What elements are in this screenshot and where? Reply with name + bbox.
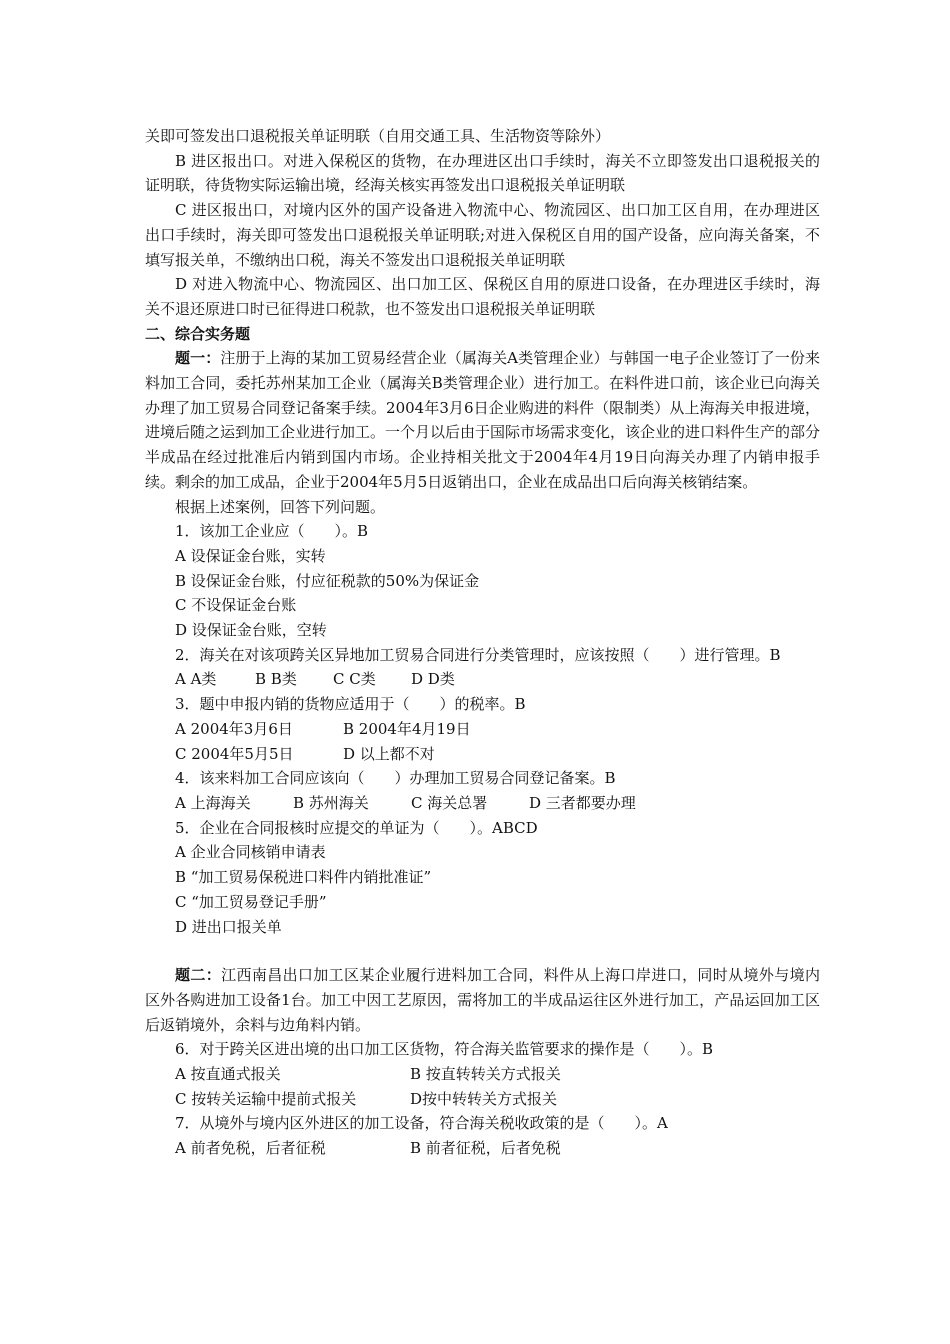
q2-option-b: B B类 xyxy=(255,670,297,689)
q6-options-row2 xyxy=(145,1087,820,1112)
q3-options-row2 xyxy=(145,742,820,767)
option-c-paragraph: C 进区报出口，对境内区外的国产设备进入物流中心、物流园区、出口加工区自用，在办理进区出口手续时，海关即可签发出口退税报关单证明联;对进入保税区自用的国产设备，应向海关备案，不填写报关单，不缴纳出口税，海关不签发出口退税报关单证明联 xyxy=(145,201,820,269)
q5-option-d: D 进出口报关单 xyxy=(175,917,282,936)
q4-stem: 4．该来料加工合同应该向（ ）办理加工贸易合同登记备案。B xyxy=(175,769,616,788)
q1-option-a: A 设保证金台账，实转 xyxy=(175,546,326,565)
q6-options-row1 xyxy=(145,1062,820,1087)
q1-option-b: B 设保证金台账，付应征税款的50%为保证金 xyxy=(175,571,480,590)
q2-stem: 2．海关在对该项跨关区异地加工贸易合同进行分类管理时，应该按照（ ）进行管理。B xyxy=(175,645,781,664)
q6-option-d: D按中转转关方式报关 xyxy=(410,1089,558,1108)
option-d-paragraph: D 对进入物流中心、物流园区、出口加工区、保税区自用的原进口设备，在办理进区手续时，海关不退还原进口时已征得进口税款，也不签发出口退税报关单证明联 xyxy=(145,275,820,318)
case1-prompt: 根据上述案例，回答下列问题。 xyxy=(175,497,386,516)
q7-options xyxy=(145,1136,820,1161)
q3-option-c: C 2004年5月5日 xyxy=(175,744,294,763)
q5-option-c: C “加工贸易登记手册” xyxy=(175,892,327,911)
q4-option-a: A 上海海关 xyxy=(175,793,251,812)
q1-option-c: C 不设保证金台账 xyxy=(175,596,297,615)
q5-option-a: A 企业合同核销申请表 xyxy=(175,843,326,862)
q3-option-a: A 2004年3月6日 xyxy=(175,719,293,738)
case2-text: 江西南昌出口加工区某企业履行进料加工合同，料件从上海口岸进口，同时从境外与境内区外各购进加工设备1台。加工中因工艺原因，需将加工的半成品运往区外进行加工，产品运回加工区后返销境外，余料与边角料内销。 xyxy=(145,966,820,1034)
q7-option-a: A 前者免税，后者征税 xyxy=(175,1139,326,1158)
option-b-paragraph: B 进区报出口。对进入保税区的货物，在办理进区出口手续时，海关不立即签发出口退税报关的证明联，待货物实际运输出境，经海关核实再签发出口退税报关单证明联 xyxy=(145,151,820,195)
case2-paragraph xyxy=(145,963,820,1037)
q4-option-c: C 海关总署 xyxy=(411,793,488,812)
q4-options xyxy=(145,791,820,816)
q2-option-a: A A类 xyxy=(175,670,217,689)
q2-option-c: C C类 xyxy=(333,670,376,689)
paragraph-continuation: 关即可签发出口退税报关单证明联（自用交通工具、生活物资等除外） xyxy=(145,127,611,145)
q4-option-b: B 苏州海关 xyxy=(293,793,369,812)
q1-stem: 1．该加工企业应（ ）。B xyxy=(175,522,369,541)
q6-option-a: A 按直通式报关 xyxy=(175,1065,281,1084)
q6-option-c: C 按转关运输中提前式报关 xyxy=(175,1089,357,1108)
q2-options xyxy=(145,667,820,692)
case1-paragraph xyxy=(145,346,820,494)
q3-option-d: D 以上都不对 xyxy=(343,744,435,763)
q2-option-d: D D类 xyxy=(411,670,455,689)
q6-stem: 6．对于跨关区进出境的出口加工区货物，符合海关监管要求的操作是（ ）。B xyxy=(175,1040,714,1059)
q1-option-d: D 设保证金台账，空转 xyxy=(175,621,327,640)
q6-option-b: B 按直转转关方式报关 xyxy=(410,1065,561,1084)
q3-options-row1 xyxy=(145,717,820,742)
case1-text: 注册于上海的某加工贸易经营企业（属海关A类管理企业）与韩国一电子企业签订了一份来料加工合同，委托苏州某加工企业（属海关B类管理企业）进行加工。在料件进口前，该企业已向海关办理了加工贸易合同登记备案手续。2004年3月6日企业购进的料件（限制类）从上海海关申报进境，进境后随之运到加工企业进行加工。一个月以后由于国际市场需求变化，该企业的进口料件生产的部分半成品在经过批准后内销到国内市场。企业持相关批文于2004年4月19日向海关办理了内销申报手续。剩余的加工成品，企业于2004年5月5日返销出口，企业在成品出口后向海关核销结案。 xyxy=(145,349,821,491)
case1-label: 题一： xyxy=(175,349,221,368)
q4-option-d: D 三者都要办理 xyxy=(529,793,636,812)
q3-stem: 3．题中申报内销的货物应适用于（ ）的税率。B xyxy=(175,695,526,714)
q7-stem: 7．从境外与境内区外进区的加工设备，符合海关税收政策的是（ ）。A xyxy=(175,1114,668,1133)
q5-stem: 5．企业在合同报核时应提交的单证为（ ）。ABCD xyxy=(175,818,538,837)
q5-option-b: B “加工贸易保税进口料件内销批准证” xyxy=(175,868,432,887)
case2-label: 题二： xyxy=(175,966,222,985)
spacer xyxy=(145,939,820,963)
section-heading: 二、综合实务题 xyxy=(145,324,251,343)
q7-option-b: B 前者征税，后者免税 xyxy=(410,1139,561,1158)
q3-option-b: B 2004年4月19日 xyxy=(343,719,471,738)
